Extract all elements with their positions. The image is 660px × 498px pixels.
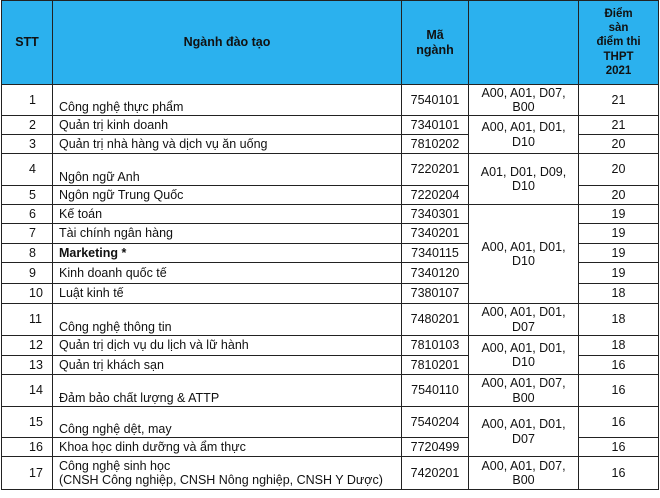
row-code: 7340115: [402, 244, 469, 263]
row-stt: 14: [2, 375, 53, 407]
row-major: [53, 457, 402, 490]
header-score-line: Điểm: [604, 7, 633, 20]
row-stt: 7: [2, 224, 53, 244]
row-major: Kế toán: [53, 205, 402, 224]
row-major: Marketing *: [53, 244, 402, 263]
row-score: 20: [579, 135, 659, 154]
row-major: Công nghệ thực phẩm: [53, 85, 402, 116]
row-stt: 2: [2, 116, 53, 135]
row-code: 7810201: [402, 356, 469, 375]
row-code: 7540204: [402, 407, 469, 438]
header-score-line: 2021: [605, 65, 632, 78]
row-major: Khoa học dinh dưỡng và ẩm thực: [53, 438, 402, 457]
table-row: [2, 154, 659, 186]
row-stt: 4: [2, 154, 53, 186]
row-code: 7340201: [402, 224, 469, 244]
row-score: 16: [579, 438, 659, 457]
row-score: 18: [579, 336, 659, 356]
row-combo: A00, A01, D01, D07: [469, 407, 579, 457]
row-major: Luật kinh tế: [53, 284, 402, 304]
row-code: 7220201: [402, 154, 469, 186]
row-stt: 5: [2, 186, 53, 205]
header-code-line2: ngành: [416, 42, 454, 57]
row-code: 7380107: [402, 284, 469, 304]
row-score: 18: [579, 304, 659, 336]
row-score: 20: [579, 154, 659, 186]
header-combo: [469, 1, 579, 85]
header-stt: STT: [2, 1, 53, 85]
row-code: 7220204: [402, 186, 469, 205]
row-stt: 11: [2, 304, 53, 336]
row-score: 19: [579, 205, 659, 224]
row-major: Tài chính ngân hàng: [53, 224, 402, 244]
row-stt: 6: [2, 205, 53, 224]
row-major: Quản trị khách sạn: [53, 356, 402, 375]
table-row: [2, 457, 659, 490]
row-score: 19: [579, 244, 659, 263]
row-code: 7480201: [402, 304, 469, 336]
row-score: 18: [579, 284, 659, 304]
table-row: [2, 407, 659, 438]
row-stt: 12: [2, 336, 53, 356]
row-combo: A00, A01, D01, D10: [469, 336, 579, 375]
row-code: 7420201: [402, 457, 469, 490]
row-code: 7720499: [402, 438, 469, 457]
row-score: 19: [579, 224, 659, 244]
row-stt: 16: [2, 438, 53, 457]
header-score-line: sàn: [608, 21, 629, 34]
row-major: Quản trị kinh doanh: [53, 116, 402, 135]
row-major-subtitle: (CNSH Công nghiệp, CNSH Nông nghiệp, CNSH Y Dược): [59, 473, 383, 487]
row-score: 20: [579, 186, 659, 205]
row-code: 7810103: [402, 336, 469, 356]
row-score: 21: [579, 116, 659, 135]
row-stt: 8: [2, 244, 53, 263]
row-major: Công nghệ dệt, may: [53, 407, 402, 438]
table-row: [2, 336, 659, 356]
row-code: 7340101: [402, 116, 469, 135]
row-score: 16: [579, 407, 659, 438]
table-row: [2, 85, 659, 116]
row-combo: A00, A01, D07, B00: [469, 457, 579, 490]
row-stt: 13: [2, 356, 53, 375]
row-stt: 10: [2, 284, 53, 304]
row-combo: A00, A01, D01, D10: [469, 116, 579, 154]
row-code: 7340120: [402, 263, 469, 284]
header-score-line: điểm thi: [596, 36, 641, 49]
row-code: 7540110: [402, 375, 469, 407]
table-row: [2, 116, 659, 135]
row-combo: A00, A01, D01, D07: [469, 304, 579, 336]
row-major-title: Công nghệ sinh học: [59, 458, 171, 473]
row-code: 7810202: [402, 135, 469, 154]
row-code: 7340301: [402, 205, 469, 224]
row-stt: 15: [2, 407, 53, 438]
row-combo: A00, A01, D07, B00: [469, 85, 579, 116]
table-row: [2, 205, 659, 224]
row-stt: 1: [2, 85, 53, 116]
row-major: Ngôn ngữ Anh: [53, 154, 402, 186]
row-combo: A00, A01, D07, B00: [469, 375, 579, 407]
row-major: Đảm bảo chất lượng & ATTP: [53, 375, 402, 407]
row-code: 7540101: [402, 85, 469, 116]
row-score: 21: [579, 85, 659, 116]
header-code: [402, 1, 469, 85]
row-score: 16: [579, 375, 659, 407]
row-major: Kinh doanh quốc tế: [53, 263, 402, 284]
row-major: Quản trị dịch vụ du lịch và lữ hành: [53, 336, 402, 356]
row-stt: 17: [2, 457, 53, 490]
row-stt: 9: [2, 263, 53, 284]
row-score: 16: [579, 457, 659, 490]
admission-score-table: [1, 0, 659, 490]
row-score: 16: [579, 356, 659, 375]
row-major: Công nghệ thông tin: [53, 304, 402, 336]
row-stt: 3: [2, 135, 53, 154]
row-combo: A00, A01, D01, D10: [469, 205, 579, 304]
table-row: [2, 304, 659, 336]
header-code-line1: Mã: [426, 28, 444, 43]
table-row: [2, 375, 659, 407]
header-score-line: THPT: [603, 50, 634, 63]
table-header-row: [2, 1, 659, 85]
header-major: Ngành đào tạo: [53, 1, 402, 85]
row-combo: A01, D01, D09, D10: [469, 154, 579, 205]
row-score: 19: [579, 263, 659, 284]
row-major: Ngôn ngữ Trung Quốc: [53, 186, 402, 205]
header-score: [579, 1, 659, 85]
row-major: Quản trị nhà hàng và dịch vụ ăn uống: [53, 135, 402, 154]
